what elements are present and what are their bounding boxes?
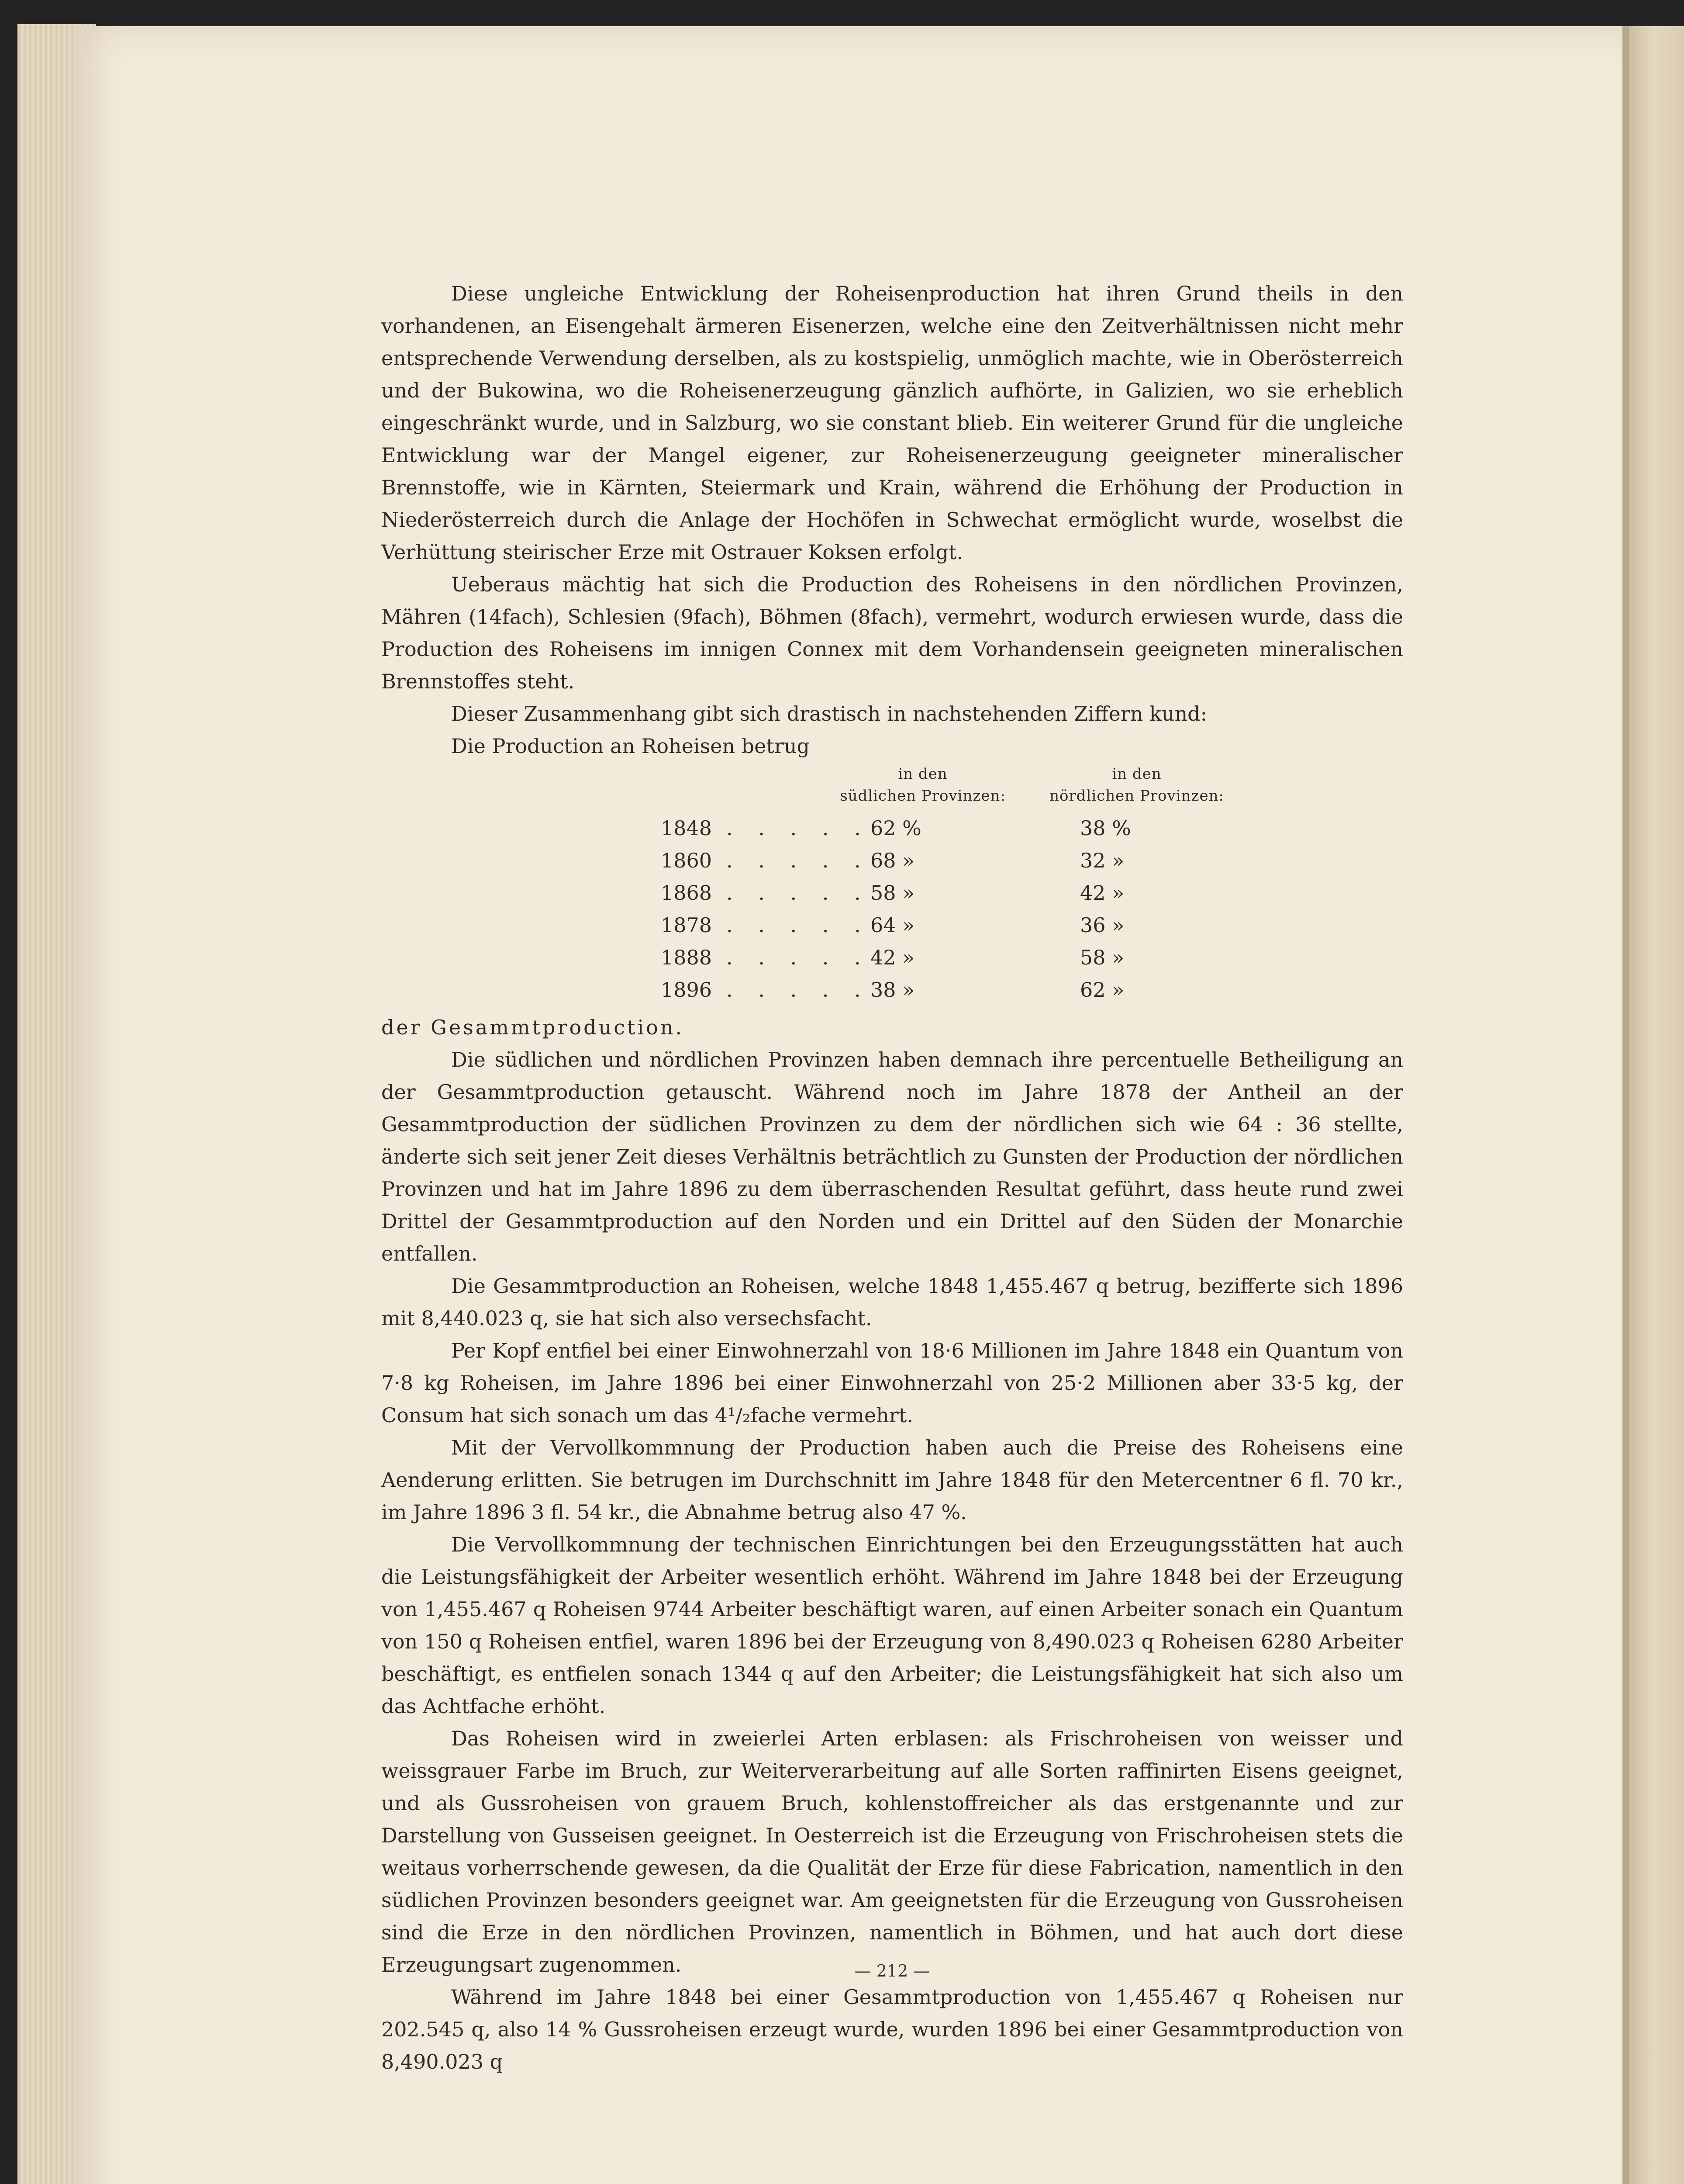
paragraph-5: Die südlichen und nördlichen Provinzen haben demnach ihre percentuelle Betheiligung an der Gesammtproduction getauscht. Während noch im Jahre 1878 der Antheil an der Gesammtproduction der südlichen Provinzen zu dem der nördlichen sich wie 64 : 36 stellte, änderte sich seit jener Zeit dieses Verhältnis beträchtlich zu Gunsten der Production der nördlichen Provinzen und hat im Jahre 1896 zu dem überraschenden Resultat geführt, dass heute rund zwei Drittel der Gesammtproduction auf den Norden und ein Drittel auf den Süden der Monarchie entfallen. (381, 1048, 1403, 1265)
year-cell: 1888 (661, 946, 712, 969)
north-percent-cell: 58 » (1080, 946, 1125, 969)
leader-dots: . . . . . (726, 913, 870, 937)
table-row (381, 941, 1403, 974)
north-percent-cell: 42 » (1080, 881, 1125, 905)
paragraph-4: Die Production an Roheisen betrug (451, 734, 810, 758)
south-column-header (814, 763, 1032, 807)
south-header-line-2: südlichen Provinzen: (840, 787, 1006, 805)
page-number: — 212 — (854, 1961, 930, 1980)
south-percent-cell: 64 » (870, 913, 915, 937)
south-header-line-1: in den (898, 765, 948, 783)
north-header-line-1: in den (1112, 765, 1162, 783)
year-cell: 1868 (661, 881, 712, 905)
year-cell: 1848 (661, 816, 712, 840)
leader-dots: . . . . . (726, 849, 870, 872)
paragraph-9: Die Vervollkommnung der technischen Einrichtungen bei den Erzeugungsstätten hat auch die Leistungsfähigkeit der Arbeiter wesentlich erhöht. Während im Jahre 1848 bei der Erzeugung von 1,455.467 q Roheisen 9744 Arbeiter beschäftigt waren, auf einen Arbeiter sonach ein Quantum von 150 q Roheisen entfiel, waren 1896 bei der Erzeugung von 8,490.023 q Roheisen 6280 Arbeiter beschäftigt, es entfielen sonach 1344 q auf den Arbeiter; die Leistungsfähigkeit hat sich also um das Achtfache erhöht. (381, 1533, 1403, 1718)
paragraph-2: Ueberaus mächtig hat sich die Production des Roheisens in den nördlichen Provinzen, Mähren (14fach), Schlesien (9fach), Böhmen (8fach), vermehrt, wodurch erwiesen wurde, dass die Production des Roheisens im innigen Connex mit dem Vorhandensein geeigneten mineralischen Brennstoffes steht. (381, 573, 1403, 693)
table-row (381, 812, 1403, 844)
north-percent-cell: 38 % (1080, 816, 1131, 840)
book-page (76, 26, 1627, 2184)
year-cell: 1878 (661, 913, 712, 937)
north-percent-cell: 36 » (1080, 913, 1125, 937)
paragraph-10: Das Roheisen wird in zweierlei Arten erblasen: als Frischroheisen von weisser und weissgrauer Farbe im Bruch, zur Weiterverarbeitung auf alle Sorten raffinirten Eisens geeignet, und als Gussroheisen von grauem Bruch, kohlenstoffreicher als das erstgenannte und zur Darstellung von Gusseisen geeignet. In Oesterreich ist die Erzeugung von Frischroheisen stets die weitaus vorherrschende gewesen, da die Qualität der Erze für diese Fabrication, namentlich in den südlichen Provinzen besonders geeignet war. Am geeignetsten für die Erzeugung von Gussroheisen sind die Erze in den nördlichen Provinzen, namentlich in Böhmen, und hat auch dort diese Erzeugungsart zugenommen. (381, 1727, 1403, 1977)
paragraph-8: Mit der Vervollkommnung der Production haben auch die Preise des Roheisens eine Aenderung erlitten. Sie betrugen im Durchschnitt im Jahre 1848 für den Metercentner 6 fl. 70 kr., im Jahre 1896 3 fl. 54 kr., die Abnahme betrug also 47 %. (381, 1436, 1403, 1524)
page-text (381, 277, 1403, 2078)
south-percent-cell: 62 % (870, 816, 921, 840)
paragraph-7: Per Kopf entfiel bei einer Einwohnerzahl von 18·6 Millionen im Jahre 1848 ein Quantum von 7·8 kg Roheisen, im Jahre 1896 bei einer Einwohnerzahl von 25·2 Millionen aber 33·5 kg, der Consum hat sich sonach um das 4¹/₂fache vermehrt. (381, 1339, 1403, 1427)
production-table (381, 763, 1403, 1002)
leader-dots: . . . . . (726, 946, 870, 969)
table-continuation: der Gesammtproduction. (381, 1016, 684, 1039)
paragraph-1: Diese ungleiche Entwicklung der Roheisenproduction hat ihren Grund theils in den vorhandenen, an Eisengehalt ärmeren Eisenerzen, welche eine den Zeitverhältnissen nicht mehr entsprechende Verwendung derselben, als zu kostspielig, unmöglich machte, wie in Oberösterreich und der Bukowina, wo die Roheisenerzeugung gänzlich aufhörte, in Galizien, wo sie erheblich eingeschränkt wurde, und in Salzburg, wo sie constant blieb. Ein weiterer Grund für die ungleiche Entwicklung war der Mangel eigener, zur Roheisenerzeugung geeigneter mineralischer Brennstoffe, wie in Kärnten, Steiermark und Krain, während die Erhöhung der Production in Niederösterreich durch die Anlage der Hochöfen in Schwechat ermöglicht wurde, woselbst die Verhüttung steirischer Erze mit Ostrauer Koksen erfolgt. (381, 282, 1403, 564)
paragraph-11: Während im Jahre 1848 bei einer Gesammtproduction von 1,455.467 q Roheisen nur 202.545 q, also 14 % Gussroheisen erzeugt wurde, wurden 1896 bei einer Gesammtproduction von 8,490.023 q (381, 1985, 1403, 2073)
year-cell: 1860 (661, 849, 712, 872)
south-percent-cell: 58 » (870, 881, 915, 905)
south-percent-cell: 68 » (870, 849, 915, 872)
leader-dots: . . . . . (726, 978, 870, 1002)
south-percent-cell: 38 » (870, 978, 915, 1002)
right-page-edge (1629, 26, 1684, 2184)
north-header-line-2: nördlichen Provinzen: (1049, 787, 1224, 805)
leader-dots: . . . . . (726, 881, 870, 905)
north-percent-cell: 62 » (1080, 978, 1125, 1002)
paragraph-6: Die Gesammtproduction an Roheisen, welche 1848 1,455.467 q betrug, bezifferte sich 1896 mit 8,440.023 q, sie hat sich also versechsfacht. (381, 1274, 1403, 1330)
table-row (381, 909, 1403, 941)
table-row (381, 877, 1403, 909)
north-percent-cell: 32 » (1080, 849, 1125, 872)
north-column-header (1028, 763, 1246, 807)
table-row (381, 974, 1403, 1006)
year-cell: 1896 (661, 978, 712, 1002)
table-row (381, 844, 1403, 877)
south-percent-cell: 42 » (870, 946, 915, 969)
leader-dots: . . . . . (726, 816, 870, 840)
paragraph-3: Dieser Zusammenhang gibt sich drastisch in nachstehenden Ziffern kund: (451, 702, 1208, 726)
